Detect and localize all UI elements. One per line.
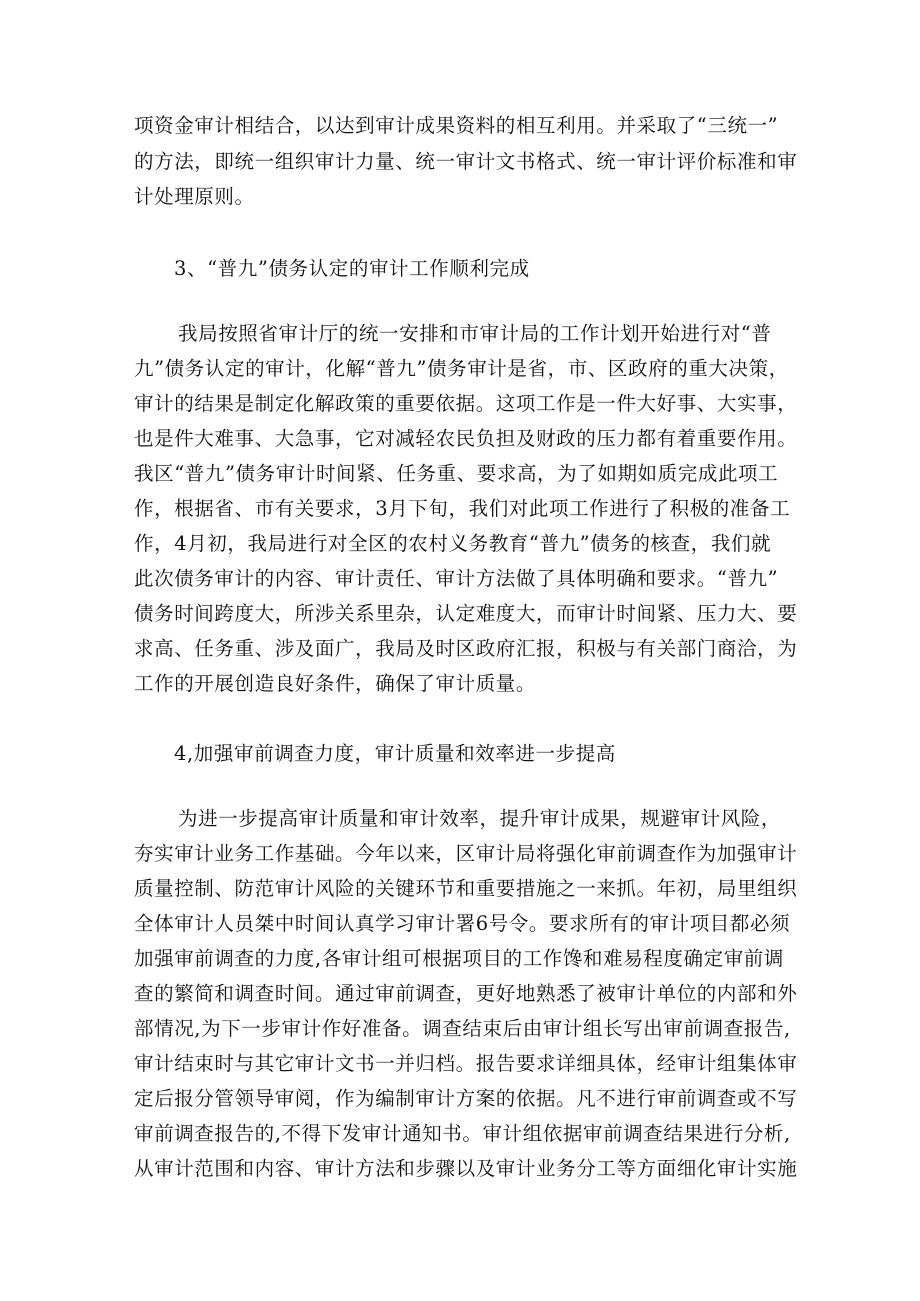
paragraph-2-line-4: 也是件大难事、大急事，它对减轻农民负担及财政的压力都有着重要作用。 bbox=[134, 427, 798, 450]
paragraph-3-line-6: 查的繁简和调查时间。通过审前调查，更好地熟悉了被审计单位的内部和外 bbox=[134, 982, 798, 1005]
paragraph-2-line-8: 此次债务审计的内容、审计责任、审计方法做了具体明确和要求。“普九” bbox=[134, 567, 779, 590]
section-heading-4: 4,加强审前调查力度，审计质量和效率进一步提高 bbox=[174, 742, 616, 765]
paragraph-3-line-5: 加强审前调查的力度,各审计组可根据项目的工作馋和难易程度确定审前调 bbox=[134, 947, 784, 970]
paragraph-3-line-2: 夯实审计业务工作基础。今年以来，区审计局将强化审前调查作为加强审计 bbox=[134, 842, 798, 865]
paragraph-3-line-7: 部情况,为下一步审计作好准备。调查结束后由审计组长写出审前调查报告, bbox=[134, 1017, 791, 1040]
paragraph-2-line-9: 债务时间跨度大，所涉关系里杂，认定难度大，而审计时间紧、压力大、要 bbox=[134, 602, 798, 625]
paragraph-3-line-3: 质量控制、防范审计风险的关键环节和重要措施之一来抓。年初，局里组织 bbox=[134, 877, 798, 900]
paragraph-1-line-1: 项资金审计相结合，以达到审计成果资料的相互利用。并采取了“三统一” bbox=[134, 114, 779, 137]
paragraph-3-line-8: 审计结束时与其它审计文书一并归档。报告要求详细具体，经审计组集体审 bbox=[134, 1052, 798, 1075]
paragraph-2-line-7: 作，4月初，我局进行对全区的农村义务教育“普九”债务的核查，我们就 bbox=[134, 532, 772, 555]
paragraph-2-line-10: 求高、任务重、涉及面广，我局及时区政府汇报，积极与有关部门商洽，为 bbox=[134, 637, 798, 660]
paragraph-2-line-3: 审计的结果是制定化解政策的重要依据。这项工作是一件大好事、大实事， bbox=[134, 392, 798, 415]
paragraph-1-line-3: 计处理原则。 bbox=[134, 185, 255, 208]
paragraph-1-line-2: 的方法，即统一组织审计力量、统一审计文书格式、统一审计评价标准和审 bbox=[134, 150, 798, 173]
paragraph-3-line-1: 为进一步提高审计质量和审计效率，提升审计成果，规避审计风险， bbox=[178, 807, 782, 830]
paragraph-2-line-1: 我局按照省审计厅的统一安排和市审计局的工作计划开始进行对“普 bbox=[178, 322, 772, 345]
paragraph-2-line-5: 我区“普九”债务审计时间紧、任务重、要求高，为了如期如质完成此项工 bbox=[134, 462, 779, 485]
paragraph-2-line-11: 工作的开展创造良好条件，确保了审计质量。 bbox=[134, 672, 537, 695]
section-heading-3: 3、“普九”债务认定的审计工作顺利完成 bbox=[174, 257, 530, 280]
paragraph-3-line-9: 定后报分管领导审阅，作为编制审计方案的依据。凡不进行审前调查或不写 bbox=[134, 1087, 798, 1110]
paragraph-3-line-10: 审前调查报告的,不得下发审计通知书。审计组依据审前调查结果进行分析, bbox=[134, 1122, 791, 1145]
paragraph-3-line-4: 全体审计人员桀中时间认真学习审计署6号令。要求所有的审计项目都必须 bbox=[134, 912, 791, 935]
paragraph-3-line-11: 从审计范围和内容、审计方法和步骤以及审计业务分工等方面细化审计实施 bbox=[134, 1157, 798, 1180]
paragraph-2-line-6: 作，根据省、市有关要求，3月下旬，我们对此项工作进行了积极的准备工 bbox=[134, 497, 791, 520]
paragraph-2-line-2: 九”债务认定的审计，化解“普九”债务审计是省，市、区政府的重大决策， bbox=[134, 357, 789, 380]
